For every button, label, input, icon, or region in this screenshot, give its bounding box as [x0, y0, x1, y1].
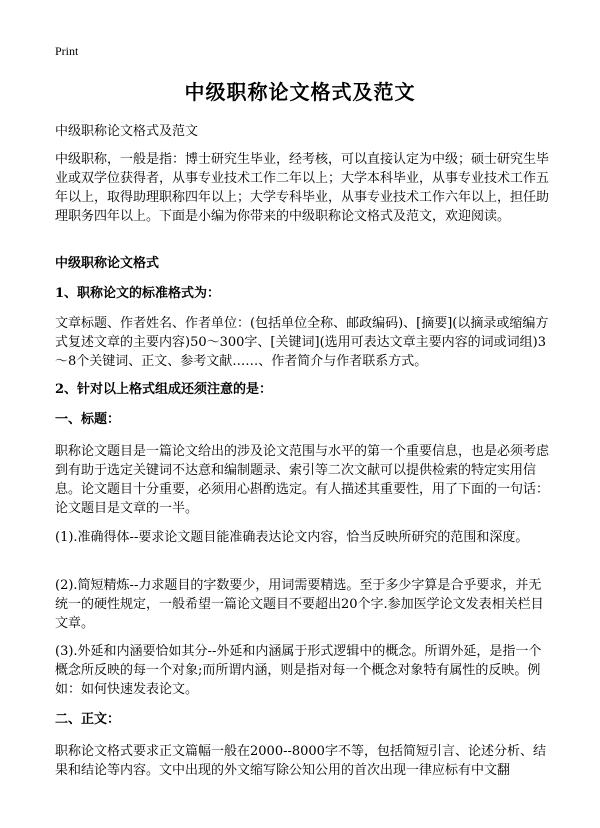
list-item-1: (1).准确得体--要求论文题目能准确表达论文内容，恰当反映所研究的范围和深度。: [55, 530, 529, 545]
title-paragraph: 职称论文题目是一篇论文给出的涉及论文范围与水平的第一个重要信息，也是必须考虑到有助于选定关键词不达意和编制题录、索引等二次文献可以提供检索的特定实用信息。论文题目十分重要，必须用心斟酌选定。有人描述其重要性，用了下面的一句话：论文题目是文章的一半。: [55, 444, 550, 516]
subtitle: 中级职称论文格式及范文: [55, 124, 199, 139]
print-label[interactable]: Print: [55, 44, 79, 58]
section-heading: 中级职称论文格式: [55, 256, 160, 271]
list-item-2: (2).简短精炼--力求题目的字数要少，用词需要精选。至于多少字算是合乎要求，并无统一的硬性规定，一般希望一篇论文题目不要超出20个字.参加医学论文发表相关栏目文章。: [55, 578, 544, 631]
heading-notes: 2、针对以上格式组成还须注意的是：: [55, 382, 273, 397]
intro-paragraph: 中级职称，一般是指：博士研究生毕业，经考核，可以直接认定为中级；硕士研究生毕业或双学位获得者，从事专业技术工作二年以上；大学本科毕业，从事专业技术工作五年以上，取得助理职称四年以上；大学专科毕业，从事专业技术工作六年以上，担任助理职务四年以上。下面是小编为你带来的中级职称论文格式及范文，欢迎阅读。: [55, 152, 550, 224]
body-paragraph: 职称论文格式要求正文篇幅一般在2000--8000字不等，包括简短引言、论述分析、结果和结论等内容。文中出现的外文缩写除公知公用的首次出现一律应标有中文翻: [55, 744, 546, 778]
heading-standard-format: 1、职称论文的标准格式为：: [55, 286, 221, 301]
heading-title-section: 一、标题：: [55, 412, 121, 427]
format-paragraph: 文章标题、作者姓名、作者单位：(包括单位全称、邮政编码)、[摘要](以摘录或缩编方式复述文章的主要内容)50～300字、[关键词](选用可表达文章主要内容的词或词组)3～8个关键词、正文、参考文献……、作者简介与作者联系方式。: [55, 316, 549, 369]
heading-body-section: 二、正文：: [55, 712, 121, 727]
page-title: 中级职称论文格式及范文: [184, 80, 416, 104]
list-item-3: (3).外延和内涵要恰如其分--外延和内涵属于形式逻辑中的概念。所谓外延，是指一个概念所反映的每一个对象;而所谓内涵，则是指对每一个概念对象特有属性的反映。例如：如何快速发表论文。: [55, 644, 542, 697]
